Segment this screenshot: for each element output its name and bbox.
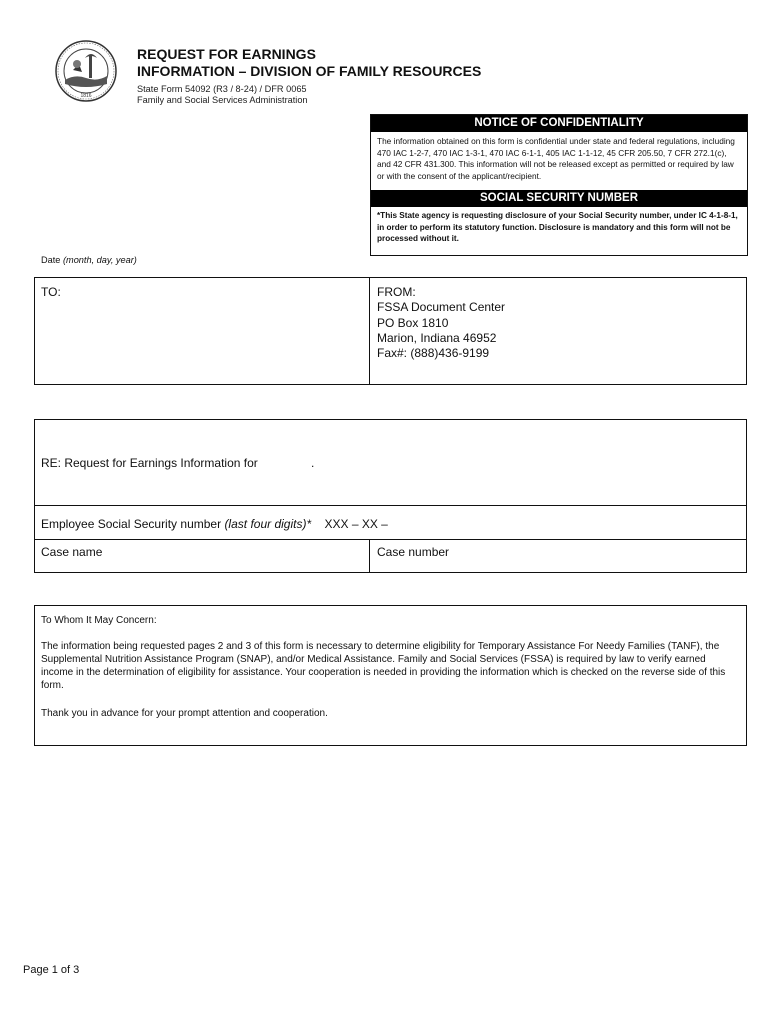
date-label-text: Date	[41, 255, 61, 265]
form-title-line1: REQUEST FOR EARNINGS	[137, 46, 316, 62]
from-address	[377, 285, 505, 361]
ssn-heading: SOCIAL SECURITY NUMBER	[371, 190, 747, 207]
case-divider	[369, 539, 370, 572]
state-seal	[55, 40, 117, 102]
re-period: .	[311, 456, 315, 470]
divider-line	[35, 539, 746, 540]
from-line-3: Marion, Indiana 46952	[377, 330, 497, 345]
address-divider	[369, 278, 370, 384]
date-format-hint: (month, day, year)	[62, 255, 137, 265]
page-number: Page 1 of 3	[23, 964, 80, 976]
form-number: State Form 54092 (R3 / 8-24) / DFR 0065	[137, 84, 307, 94]
employee-ssn-field[interactable]	[41, 517, 388, 531]
letter-salutation: To Whom It May Concern:	[41, 615, 157, 626]
letter-box	[34, 605, 747, 746]
letter-closing: Thank you in advance for your prompt attention and cooperation.	[41, 708, 328, 719]
form-title-line2: INFORMATION – DIVISION OF FAMILY RESOURCES	[137, 63, 482, 79]
notice-box	[370, 114, 748, 256]
date-label	[41, 255, 137, 265]
address-box	[34, 277, 747, 385]
form-subtitle	[137, 84, 308, 106]
letter-body: The information being requested pages 2 and 3 of this form is necessary to determine eligibility for Temporary Assistance For Needy Families (TANF), the Supplemental Nutrition Assistance Program (SNAP), and/or Medical Assistance. Family and Social Services (FSSA) is required by law to verify earned income in the determination of eligibility for assistance. Your cooperation is needed in providing the information which is checked on the reverse side of this form.	[41, 641, 726, 691]
case-number-field[interactable]: Case number	[377, 545, 450, 559]
notice-heading: NOTICE OF CONFIDENTIALITY	[371, 115, 747, 132]
to-field[interactable]: TO:	[41, 285, 61, 299]
case-name-field[interactable]: Case name	[41, 545, 103, 559]
employee-ssn-mask: XXX – XX –	[324, 517, 388, 531]
from-line-4: Fax#: (888)436-9199	[377, 346, 490, 361]
from-line-2: PO Box 1810	[377, 315, 449, 330]
re-field[interactable]: RE: Request for Earnings Information for	[41, 456, 258, 470]
from-line-1: FSSA Document Center	[377, 300, 506, 315]
employee-ssn-label: Employee Social Security number	[41, 517, 222, 531]
ssn-disclosure-text: *This State agency is requesting disclosure of your Social Security number, under IC 4-1-8-1, in order to perform its statutory function. Disclosure is mandatory and this form will not be processed without it.	[377, 211, 738, 243]
divider-line	[35, 505, 746, 506]
employee-ssn-hint: (last four digits)*	[224, 517, 312, 531]
from-label: FROM:	[377, 285, 416, 299]
agency-name: Family and Social Services Administration	[137, 95, 308, 105]
notice-text: The information obtained on this form is confidential under state and federal regulations, including 470 IAC 1-2-7, 470 IAC 1-3-1, 470 IAC 6-1-1, 405 IAC 1-1-12, 45 CFR 205.50, 7 CFR 272.1(c), and 42 CFR 431.300. This information will not be released except as permitted or required by law or with the consent of the applicant/recipient.	[377, 136, 735, 181]
seal-year: 1816	[80, 93, 92, 99]
form-title	[137, 46, 481, 80]
request-details-box	[34, 419, 747, 573]
